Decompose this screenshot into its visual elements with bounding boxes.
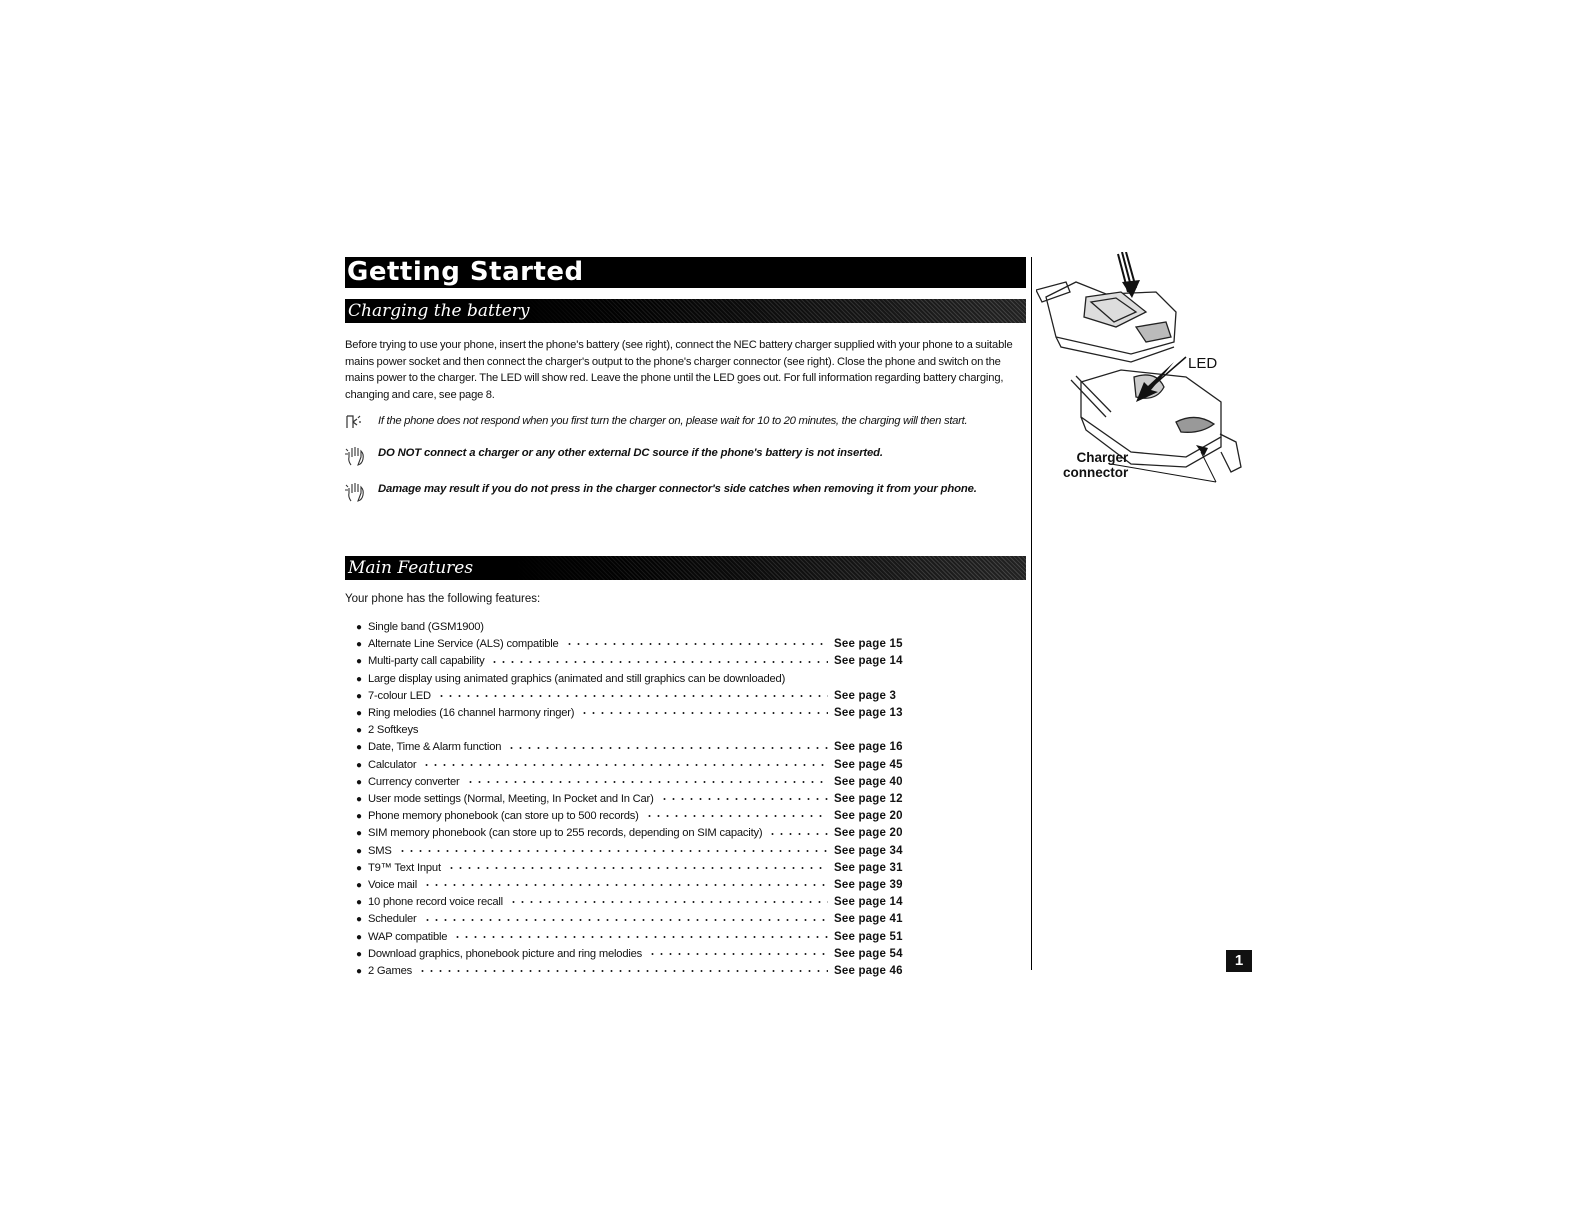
feature-item: [356, 688, 906, 705]
feature-text: Multi-party call capability: [368, 655, 485, 668]
page-reference: See page 16: [834, 741, 903, 754]
feature-item: [356, 963, 906, 980]
dot-leader: [648, 949, 828, 959]
bullet-icon: ●: [356, 708, 363, 720]
page-reference: See page 46: [834, 965, 903, 978]
feature-item: [356, 860, 906, 877]
page-reference: See page 31: [834, 861, 903, 874]
feature-text: User mode settings (Normal, Meeting, In Pocket and In Car): [368, 793, 654, 806]
feature-text: Ring melodies (16 channel harmony ringer): [368, 707, 575, 720]
bullet-icon: ●: [356, 828, 363, 840]
page-title: Getting Started: [345, 257, 1026, 288]
page-reference: See page 14: [834, 655, 903, 668]
page-reference: See page 14: [834, 896, 903, 909]
bullet-icon: ●: [356, 673, 363, 685]
feature-text: 2 Softkeys: [368, 724, 419, 737]
charger-label-line1: Charger: [1076, 450, 1129, 465]
note-icon: [345, 413, 378, 435]
dot-leader: [422, 760, 828, 770]
feature-text: Single band (GSM1900): [368, 621, 484, 633]
feature-item: [356, 808, 906, 825]
feature-item: [356, 705, 906, 722]
feature-text: Scheduler: [368, 913, 417, 926]
features-intro: Your phone has the following features:: [345, 593, 541, 605]
feature-text: Currency converter: [368, 775, 460, 788]
bullet-icon: ●: [356, 725, 363, 737]
page-number: 1: [1226, 950, 1252, 972]
dot-leader: [645, 811, 828, 821]
charger-connector-label: [1063, 450, 1128, 480]
feature-text: Date, Time & Alarm function: [368, 741, 502, 754]
note-text: If the phone does not respond when you first turn the charger on, please wait for 10 to 20 minutes, the charging will then start.: [378, 415, 968, 427]
page-reference: See page 3: [834, 689, 897, 702]
dot-leader: [423, 880, 828, 890]
dot-leader: [490, 657, 828, 667]
feature-text: Alternate Line Service (ALS) compatible: [368, 638, 559, 651]
dot-leader: [423, 915, 828, 925]
bullet-icon: ●: [356, 931, 363, 943]
feature-item: [356, 722, 906, 739]
feature-text: 2 Games: [368, 965, 412, 978]
bullet-icon: ●: [356, 966, 363, 978]
feature-item: [356, 877, 906, 894]
bullet-icon: ●: [356, 639, 363, 651]
bullet-icon: ●: [356, 948, 363, 960]
feature-item: [356, 894, 906, 911]
warning-side-catches: [345, 481, 1026, 507]
page-reference: See page 34: [834, 844, 903, 857]
dot-leader: [466, 777, 828, 787]
dot-leader: [580, 708, 828, 718]
bullet-icon: ●: [356, 880, 363, 892]
feature-item: [356, 619, 906, 636]
dot-leader: [565, 639, 828, 649]
feature-text: Phone memory phonebook (can store up to 500 records): [368, 810, 639, 823]
bullet-icon: ●: [356, 776, 363, 788]
feature-item: [356, 671, 906, 688]
feature-item: [356, 843, 906, 860]
feature-text: 10 phone record voice recall: [368, 896, 503, 909]
dot-leader: [768, 829, 828, 839]
bullet-icon: ●: [356, 742, 363, 754]
bullet-icon: ●: [356, 656, 363, 668]
feature-item: [356, 791, 906, 808]
feature-item: [356, 774, 906, 791]
bullet-icon: ●: [356, 622, 363, 633]
bullet-icon: ●: [356, 759, 363, 771]
feature-item: [356, 911, 906, 928]
dot-leader: [509, 897, 828, 907]
bullet-icon: ●: [356, 845, 363, 857]
feature-text: SMS: [368, 844, 392, 857]
feature-text: SIM memory phonebook (can store up to 255 records, depending on SIM capacity): [368, 827, 763, 840]
page-reference: See page 39: [834, 879, 903, 892]
note-charger-wait: [345, 413, 1026, 435]
page-reference: See page 20: [834, 810, 903, 823]
feature-text: 7-colour LED: [368, 689, 431, 702]
main-column: [345, 257, 1026, 980]
dot-leader: [418, 966, 828, 976]
feature-item: [356, 636, 906, 653]
warning-hand-icon: [345, 481, 378, 507]
bullet-icon: ●: [356, 897, 363, 909]
page-reference: See page 15: [834, 638, 903, 651]
warning-text: DO NOT connect a charger or any other external DC source if the phone's battery is not inserted.: [378, 447, 883, 459]
charging-paragraph: Before trying to use your phone, insert the phone's battery (see right), connect the NEC battery charger supplied with your phone to a suitable mains power socket and then connect the charger's output to the phone's charger connector (see right). Close the phone and switch on the mains power to the charger. The LED will show red. Leave the phone until the LED goes out. For full information regarding battery charging, changing and care, see page 8.: [345, 339, 1013, 401]
page-reference: See page 12: [834, 793, 903, 806]
page-reference: See page 51: [834, 930, 903, 943]
bullet-icon: ●: [356, 690, 363, 702]
feature-item: [356, 653, 906, 670]
page-reference: See page 40: [834, 775, 903, 788]
charger-label-line2: connector: [1063, 465, 1129, 480]
feature-item: [356, 825, 906, 842]
bullet-icon: ●: [356, 794, 363, 806]
dot-leader: [453, 932, 828, 942]
page-reference: See page 13: [834, 707, 903, 720]
column-divider: [1031, 257, 1032, 970]
feature-text: T9™ Text Input: [368, 861, 441, 874]
page-reference: See page 54: [834, 947, 903, 960]
feature-text: Calculator: [368, 758, 417, 771]
dot-leader: [507, 743, 828, 753]
feature-item: [356, 757, 906, 774]
feature-text: WAP compatible: [368, 930, 448, 943]
dot-leader: [398, 846, 828, 856]
page-reference: See page 20: [834, 827, 903, 840]
bullet-icon: ●: [356, 811, 363, 823]
warning-hand-icon: [345, 445, 378, 471]
section-heading-features: Main Features: [345, 556, 1026, 580]
feature-text: Download graphics, phonebook picture and ring melodies: [368, 947, 643, 960]
feature-item: [356, 739, 906, 756]
feature-item: [356, 946, 906, 963]
feature-text: Large display using animated graphics (animated and still graphics can be downloaded): [368, 672, 786, 685]
dot-leader: [660, 794, 828, 804]
page-reference: See page 45: [834, 758, 903, 771]
page-reference: See page 41: [834, 913, 903, 926]
led-label: LED: [1188, 355, 1218, 372]
feature-list: [356, 619, 906, 980]
bullet-icon: ●: [356, 914, 363, 926]
feature-item: [356, 929, 906, 946]
feature-text: Voice mail: [368, 879, 417, 892]
dot-leader: [437, 691, 828, 701]
section-heading-charging: Charging the battery: [345, 299, 1026, 323]
bullet-icon: ●: [356, 862, 363, 874]
warning-no-battery: [345, 445, 1026, 471]
warning-text: Damage may result if you do not press in the charger connector's side catches when removing it from your phone.: [378, 483, 977, 495]
dot-leader: [447, 863, 828, 873]
